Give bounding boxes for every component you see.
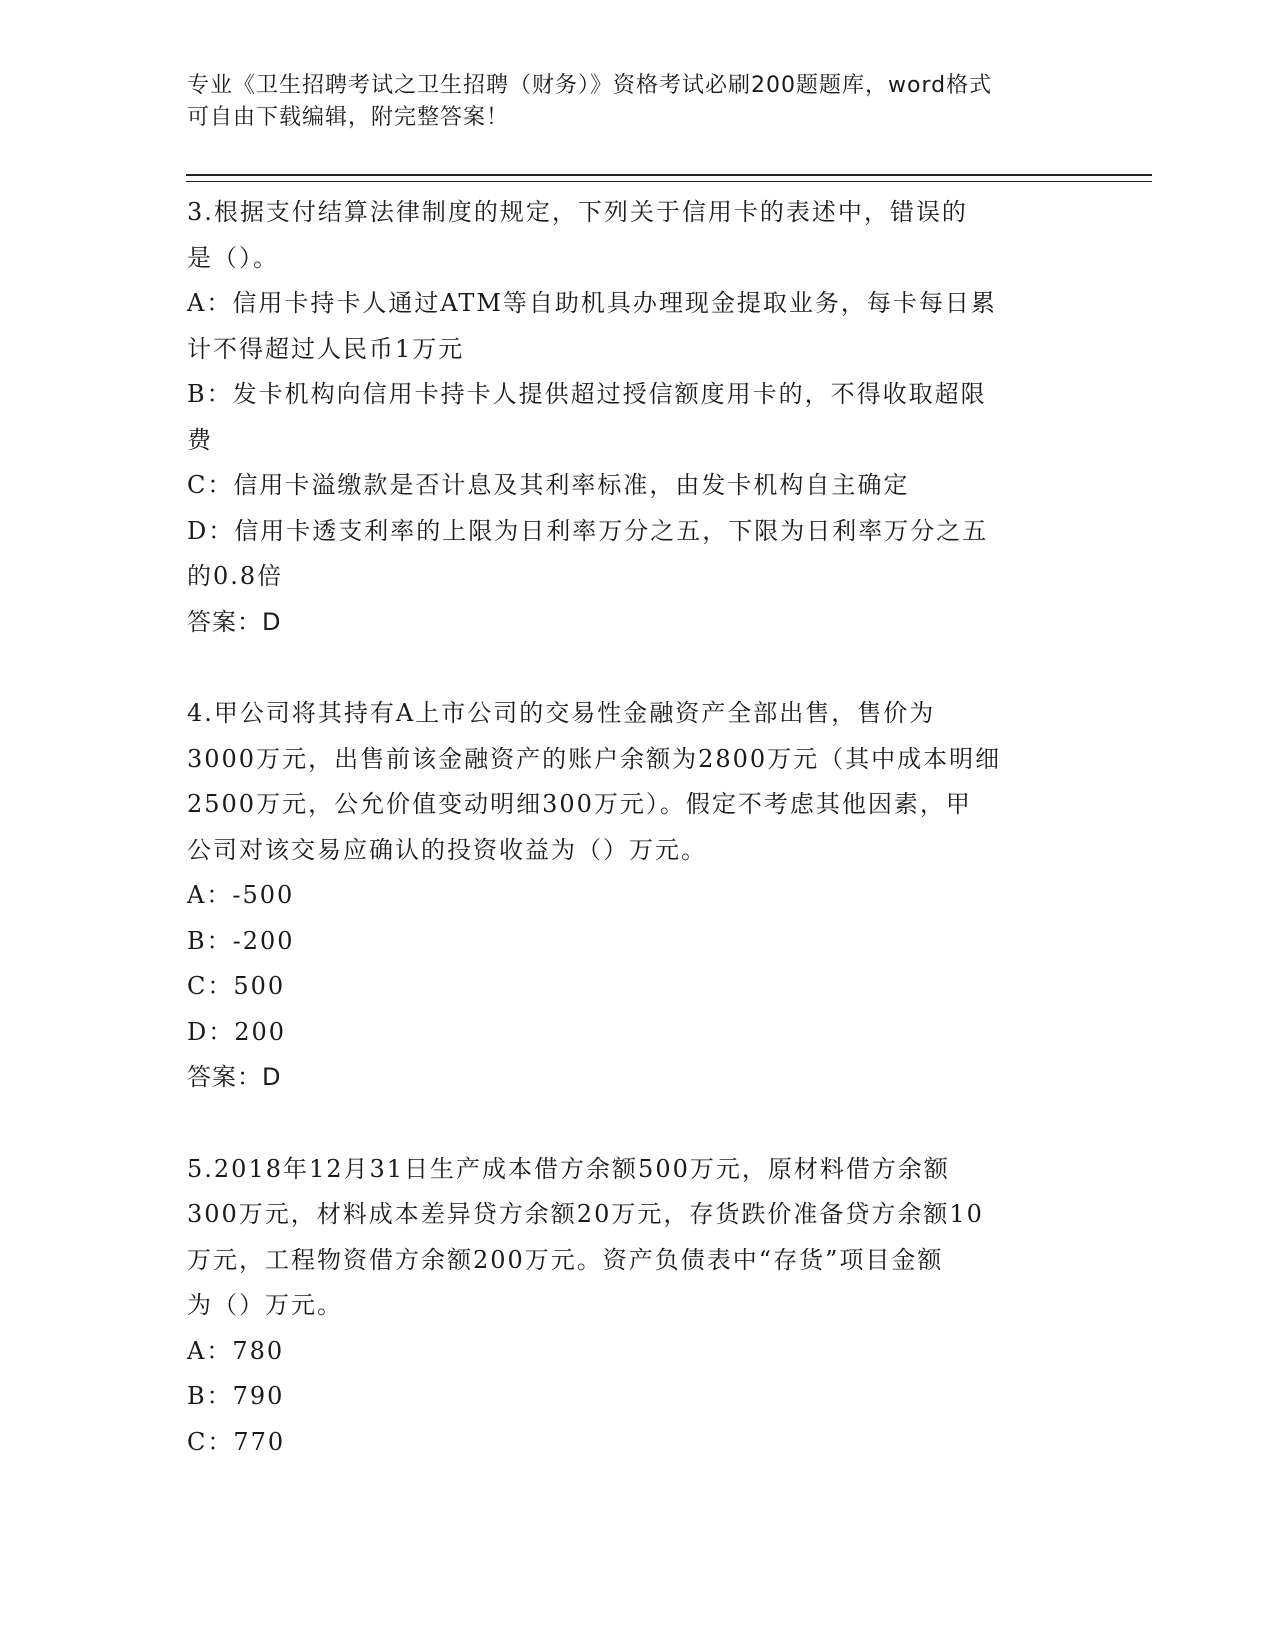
question-4 — [187, 691, 1087, 1101]
option-d-line: D：200 — [187, 1017, 287, 1046]
option-b-line: 费 — [187, 425, 213, 454]
question-stem-line: 3.根据支付结算法律制度的规定，下列关于信用卡的表述中，错误的 — [187, 198, 968, 226]
header-rule-thin — [186, 181, 1152, 182]
question-spacer — [187, 645, 1087, 691]
question-stem-line: 万元，工程物资借方余额200万元。资产负债表中“存货”项目金额 — [187, 1245, 944, 1274]
option-c-line: C：770 — [187, 1427, 286, 1456]
option-a-line: A：-500 — [187, 881, 295, 909]
question-stem-line: 为（）万元。 — [187, 1291, 343, 1319]
option-a-line: A：信用卡持卡人通过ATM等自助机具办理现金提取业务，每卡每日累 — [187, 289, 997, 317]
question-stem-line: 5.2018年12月31日生产成本借方余额500万元，原材料借方余额 — [187, 1154, 950, 1183]
question-stem-line: 2500万元，公允价值变动明细300万元）。假定不考虑其他因素，甲 — [187, 790, 972, 818]
question-5 — [187, 1147, 1087, 1466]
question-stem-line: 3000万元，出售前该金融资产的账户余额为2800万元（其中成本明细 — [187, 744, 1002, 773]
answer-label: 答案：D — [187, 607, 282, 636]
question-3 — [187, 190, 1087, 645]
option-d-line: 的0.8倍 — [187, 562, 284, 590]
option-a-line: A：780 — [187, 1336, 285, 1365]
header-line-1: 专业《卫生招聘考试之卫生招聘（财务）》资格考试必刷200题题库，word格式 — [187, 73, 993, 98]
option-d-line: D：信用卡透支利率的上限为日利率万分之五，下限为日利率万分之五 — [187, 516, 989, 545]
question-stem-line: 公司对该交易应确认的投资收益为（）万元。 — [187, 835, 707, 864]
option-b-line: B：790 — [187, 1382, 285, 1410]
option-a-line: 计不得超过人民币1万元 — [187, 334, 465, 363]
answer-label: 答案：D — [187, 1063, 282, 1091]
question-spacer — [187, 1101, 1087, 1147]
header-rule-thick — [186, 174, 1152, 176]
document-body — [187, 190, 1087, 1465]
option-b-line: B：-200 — [187, 926, 295, 955]
question-stem-line: 300万元，材料成本差异贷方余额20万元，存货跌价准备贷方余额10 — [187, 1200, 984, 1228]
question-stem-line: 4.甲公司将其持有A上市公司的交易性金融资产全部出售，售价为 — [187, 699, 936, 727]
document-header — [187, 70, 1087, 134]
option-c-line: C：信用卡溢缴款是否计息及其利率标准，由发卡机构自主确定 — [187, 471, 910, 499]
header-line-2: 可自由下载编辑，附完整答案！ — [187, 105, 510, 130]
option-c-line: C：500 — [187, 972, 286, 1000]
question-stem-line: 是（）。 — [187, 243, 279, 272]
option-b-line: B：发卡机构向信用卡持卡人提供超过授信额度用卡的，不得收取超限 — [187, 380, 987, 408]
